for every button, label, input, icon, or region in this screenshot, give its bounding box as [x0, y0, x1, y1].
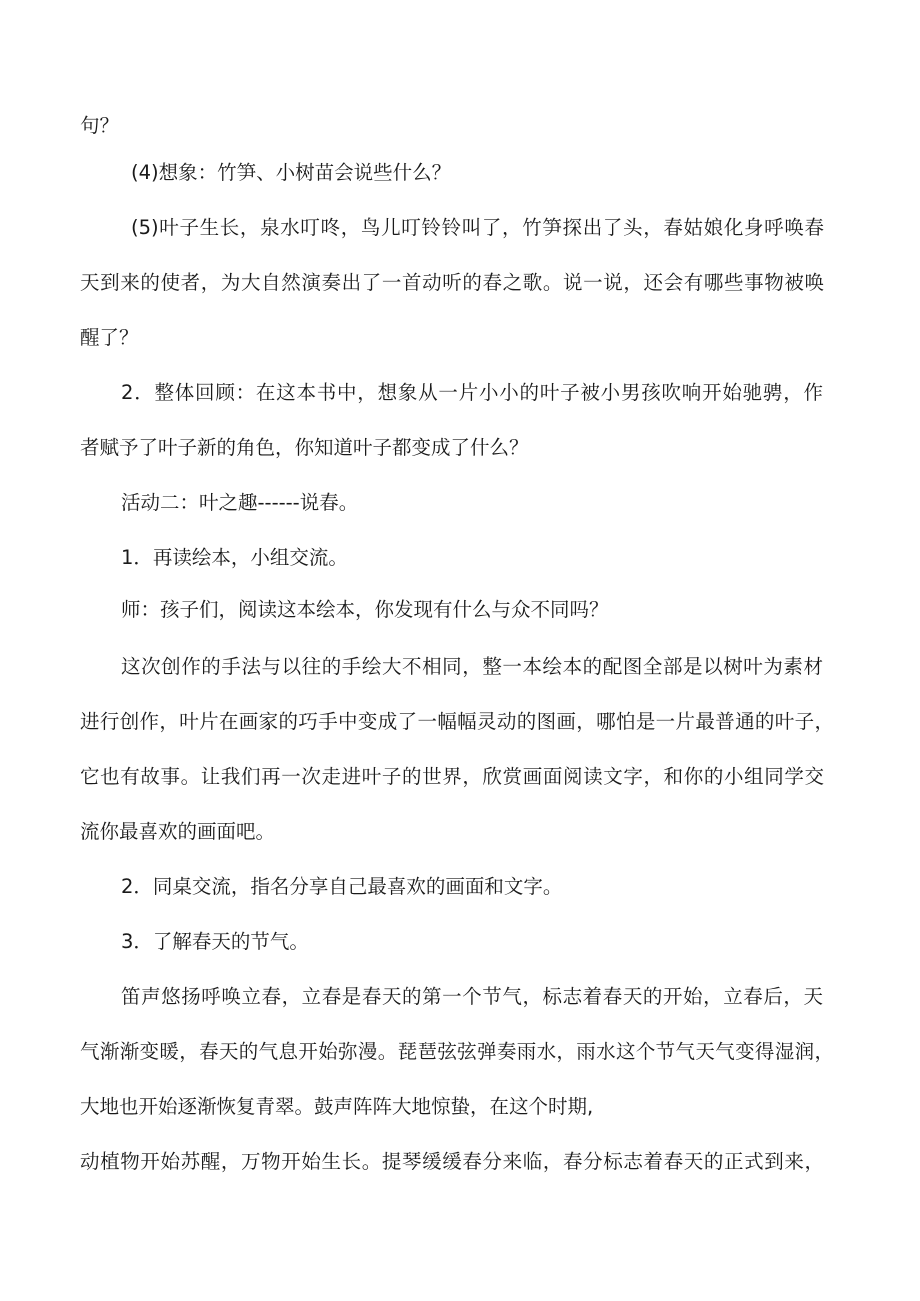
text-line-13: 它也有故事。让我们再一次走进叶子的世界，欣赏画面阅读文字，和你的小组同学交	[80, 765, 824, 788]
text-line-7: 者赋予了叶子新的角色，你知道叶子都变成了什么？	[80, 436, 529, 459]
text-line-19: 大地也开始逐渐恢复青翠。鼓声阵阵大地惊蛰，在这个时期,	[80, 1095, 594, 1118]
text-line-20: 动植物开始苏醒，万物开始生长。提琴缓缓春分来临，春分标志着春天的正式到来，	[80, 1150, 824, 1173]
text-line-3: (5)叶子生长，泉水叮咚，鸟儿叮铃铃叫了，竹笋探出了头，春姑娘化身呼唤春	[131, 216, 824, 239]
text-line-10: 师：孩子们，阅读这本绘本，你发现有什么与众不同吗？	[121, 598, 609, 621]
text-line-11: 这次创作的手法与以往的手绘大不相同，整一本绘本的配图全部是以树叶为素材	[121, 655, 823, 678]
text-line-2: (4)想象：竹笋、小树苗会说些什么？	[131, 161, 452, 184]
text-line-6: 2．整体回顾：在这本书中，想象从一片小小的叶子被小男孩吹响开始驰骋，作	[121, 381, 823, 404]
text-line-12: 进行创作，叶片在画家的巧手中变成了一幅幅灵动的图画，哪怕是一片最普通的叶子，	[80, 710, 834, 733]
text-line-16: 3．了解春天的节气。	[121, 930, 309, 953]
text-line-17: 笛声悠扬呼唤立春，立春是春天的第一个节气，标志着春天的开始，立春后，天	[121, 985, 823, 1008]
text-line-1: 句？	[80, 114, 120, 137]
text-line-5: 醒了？	[80, 326, 139, 349]
text-line-8: 活动二：叶之趣------说春。	[121, 491, 359, 514]
text-line-14: 流你最喜欢的画面吧。	[80, 820, 276, 843]
text-line-15: 2．同桌交流，指名分享自己最喜欢的画面和文字。	[121, 875, 563, 898]
text-line-4: 天到来的使者，为大自然演奏出了一首动听的春之歌。说一说，还会有哪些事物被唤	[80, 271, 824, 294]
text-line-9: 1．再读绘本，小组交流。	[121, 546, 348, 569]
text-line-18: 气渐渐变暖，春天的气息开始弥漫。琵琶弦弦弹奏雨水，雨水这个节气天气变得湿润，	[80, 1040, 834, 1063]
